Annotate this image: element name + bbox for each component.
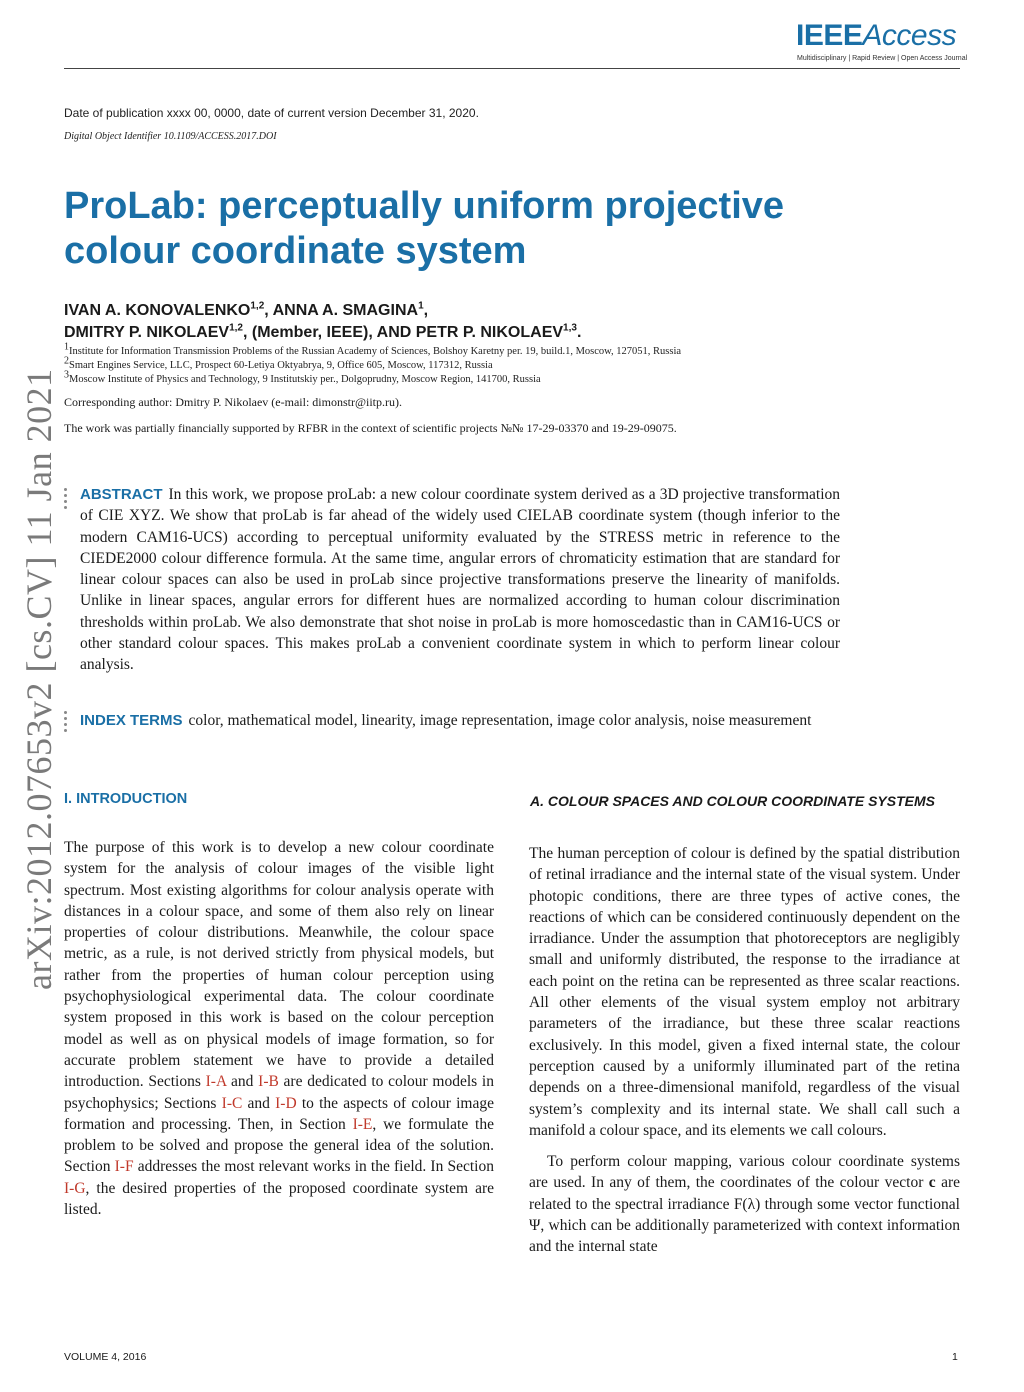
affil-sup: 1,2 bbox=[250, 300, 265, 312]
author-sep: . bbox=[576, 324, 582, 341]
affil-sup: 1,2 bbox=[229, 322, 243, 334]
logo-brand-bold: IEEE bbox=[796, 19, 863, 52]
author-name: , (Member, IEEE), AND PETR P. NIKOLAEV bbox=[242, 324, 564, 341]
volume-footer: VOLUME 4, 2016 bbox=[64, 1351, 147, 1363]
subsection-heading-colour-spaces: A. COLOUR SPACES AND COLOUR COORDINATE SYSTEMS bbox=[530, 793, 935, 809]
affiliation-item bbox=[64, 369, 681, 387]
paragraph-text: To perform colour mapping, various colour coordinate systems are used. In any of them, the coordinates of the colour vector bbox=[529, 1153, 960, 1192]
page-number: 1 bbox=[952, 1351, 958, 1363]
affiliation-number: 1 bbox=[64, 341, 69, 353]
abstract-marker bbox=[64, 488, 68, 512]
abstract-label: ABSTRACT bbox=[80, 486, 163, 503]
section-ref-link[interactable]: I-D bbox=[275, 1094, 297, 1112]
paragraph-text: are related to the spectral irradiance F(λ) through some vector functional Ψ, which can be additionally parameterized with context information and the internal state bbox=[529, 1174, 960, 1256]
affiliation-number: 2 bbox=[64, 355, 69, 367]
affil-sup: 1 bbox=[418, 300, 424, 312]
intro-text: addresses the most relevant works in the field. In Section bbox=[133, 1158, 494, 1176]
section-ref-link[interactable]: I-A bbox=[205, 1073, 227, 1091]
journal-logo bbox=[796, 18, 968, 64]
affiliations bbox=[64, 341, 682, 387]
index-terms-marker bbox=[64, 711, 68, 735]
intro-text: , we formulate the problem to be solved and propose the general idea of the solution. Section bbox=[64, 1115, 494, 1176]
arxiv-stamp-text: arXiv:2012.07653v2 [cs.CV] 11 Jan 2021 bbox=[19, 368, 59, 990]
colour-vector-symbol: c bbox=[928, 1174, 936, 1192]
affiliation-item bbox=[64, 341, 682, 359]
author-name: , ANNA A. SMAGINA bbox=[264, 302, 419, 319]
affiliation-text: Smart Engines Service, LLC, Prospect 60-Letiya Oktyabrya, 9, Office 605, Moscow, 117312, Russia bbox=[69, 360, 493, 371]
index-terms-text: color, mathematical model, linearity, image representation, image color analysis, noise measurement bbox=[188, 712, 812, 729]
author-name: DMITRY P. NIKOLAEV bbox=[64, 324, 230, 341]
section-ref-link[interactable]: I-C bbox=[221, 1094, 243, 1112]
paper-title bbox=[64, 184, 924, 274]
affiliation-text: Institute for Information Transmission Problems of the Russian Academy of Sciences, Bolshoy Karetny per. 19, build.1, Moscow, 127051, Russia bbox=[69, 346, 682, 357]
subsection-paragraph-1: The human perception of colour is defined by the spatial distribution of retinal irradiance and the internal state of the visual system. Under photopic conditions, there are three types of active cones, the reactions of which can be considered continuously dependent on the irradiance. Under the assumption that photoreceptors are negligibly small and uniformly distributed, the response to the irradiance at each point on the retina can be represented as three scalar reactions. All other elements of the visual system employ not arbitrary parameters of the irradiance, but these three scalar reactions exclusively. In this model, given a fixed internal state, the colour perception caused by a uniformly illuminated part of the retina depends on a three-dimensional manifold, regardless of the visual system’s complexity and its internal state. We shall call such a manifold a colour space, and its elements we call colours. bbox=[529, 845, 960, 1139]
section-ref-link[interactable]: I-E bbox=[352, 1115, 373, 1133]
intro-text: to the aspects of colour image formation and processing. Then, in Section bbox=[64, 1094, 494, 1133]
corresponding-author: Corresponding author: Dmitry P. Nikolaev (e-mail: dimonstr@iitp.ru). bbox=[64, 395, 403, 409]
intro-text: are dedicated to colour models in psychophysics; Sections bbox=[64, 1073, 494, 1112]
affiliation-number: 3 bbox=[64, 369, 69, 381]
arxiv-stamp bbox=[18, 360, 68, 990]
author-list bbox=[64, 300, 581, 344]
affil-sup: 1,3 bbox=[563, 322, 577, 334]
author-line-1 bbox=[64, 300, 581, 322]
index-terms bbox=[80, 710, 840, 731]
logo-tagline: Multidisciplinary | Rapid Review | Open Access Journal bbox=[797, 55, 968, 62]
right-column-text bbox=[529, 843, 960, 1268]
title-line-1: ProLab: perceptually uniform projective bbox=[64, 185, 785, 227]
header-divider bbox=[64, 68, 960, 69]
title-line-2: colour coordinate system bbox=[64, 230, 527, 272]
intro-text: and bbox=[242, 1094, 276, 1112]
section-ref-link[interactable]: I-G bbox=[64, 1179, 86, 1197]
section-ref-link[interactable]: I-B bbox=[258, 1073, 279, 1091]
funding-note: The work was partially financially supported by RFBR in the context of scientific projects №№ 17-29-03370 and 19-29-09075. bbox=[64, 421, 677, 435]
intro-text: and bbox=[226, 1073, 259, 1091]
abstract-text: In this work, we propose proLab: a new colour coordinate system derived as a 3D projective transformation of CIE XYZ. We show that proLab is far ahead of the widely used CIELAB coordinate system (though inferior to the modern CAM16-UCS) according to perceptual uniformity evaluated by the STRESS metric in reference to the CIEDE2000 colour difference formula. At the same time, angular errors of chromaticity estimation that are standard for linear colour spaces can also be used in proLab since projective transformations preserve the linearity of manifolds. Unlike in linear spaces, angular errors for different hues are normalized according to human colour discrimination thresholds within proLab. We also demonstrate that shot noise in proLab is more homoscedastic than in CAM16-UCS or other standard colour spaces. This makes proLab a convenient coordinate system in which to perform linear colour analysis. bbox=[80, 486, 840, 674]
intro-text: , the desired properties of the proposed coordinate system are listed. bbox=[64, 1179, 494, 1219]
left-column-text bbox=[64, 837, 494, 1220]
intro-paragraph: The purpose of this work is to develop a new colour coordinate system for the analysis of colour images of the visible light spectrum. Most existing algorithms for colour analysis operate with distances in a colour space, and some of them also rely on linear properties of colour distributions. Meanwhile, the colour space metric, as a rule, is not derived strictly from physical models, but rather from the properties of human colour perception using psychophysiological experimental data. The colour coordinate system proposed in this work is based on the colour perception model as well as on physical models of image formation, so for accurate problem statement we have to provide a detailed introduction. Sections bbox=[64, 839, 494, 1091]
abstract bbox=[80, 484, 840, 676]
index-terms-label: INDEX TERMS bbox=[80, 712, 183, 729]
author-line-2 bbox=[64, 322, 581, 344]
author-name: IVAN A. KONOVALENKO bbox=[64, 302, 251, 319]
publication-date-line: Date of publication xxxx 00, 0000, date of current version December 31, 2020. bbox=[64, 106, 479, 120]
doi-line: Digital Object Identifier 10.1109/ACCESS.2017.DOI bbox=[64, 131, 277, 142]
subsection-paragraph-2 bbox=[529, 1151, 960, 1257]
logo-brand-light: Access bbox=[862, 19, 957, 52]
section-heading-introduction: I. INTRODUCTION bbox=[64, 791, 188, 807]
affiliation-item bbox=[64, 355, 681, 373]
section-ref-link[interactable]: I-F bbox=[114, 1158, 134, 1176]
author-sep: , bbox=[423, 302, 429, 319]
affiliation-text: Moscow Institute of Physics and Technology, 9 Institutskiy per., Dolgoprudny, Moscow Region, 141700, Russia bbox=[69, 374, 541, 385]
